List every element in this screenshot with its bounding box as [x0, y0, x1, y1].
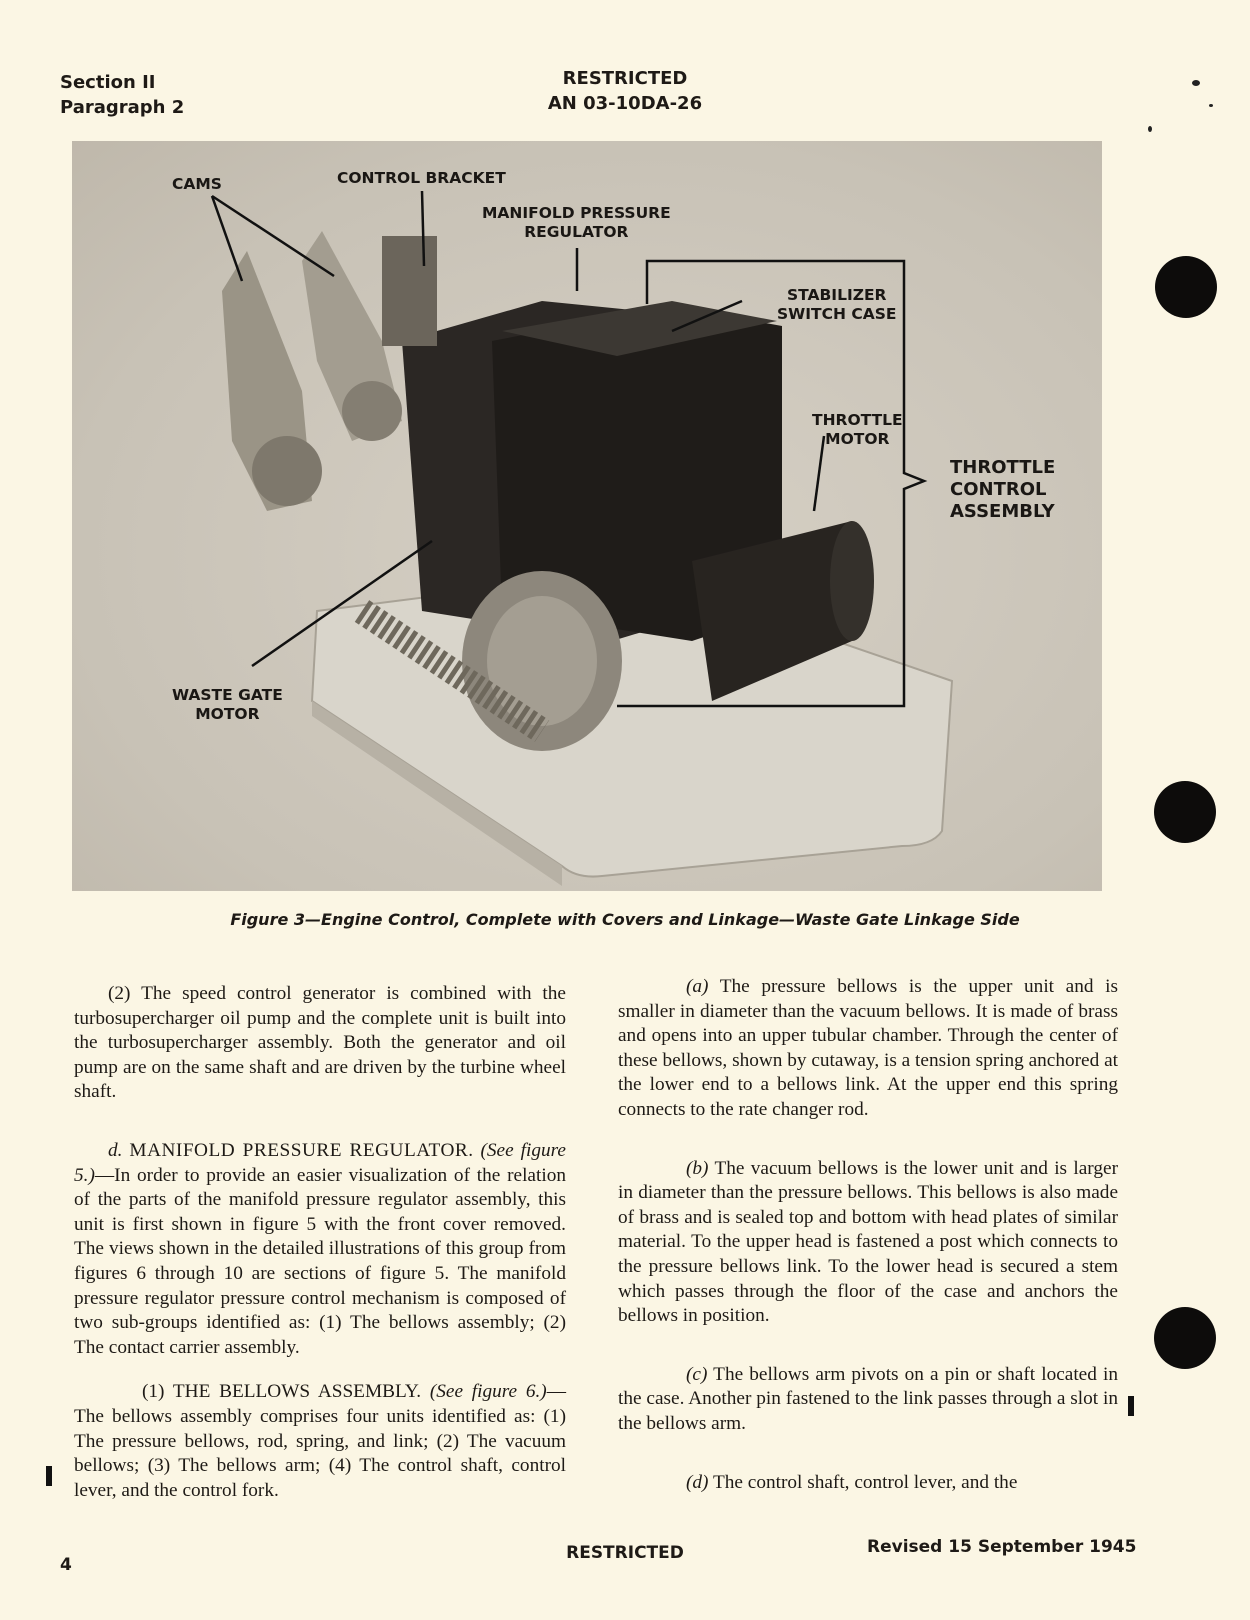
margin-mark — [1209, 104, 1213, 107]
paragraph-bellows-assembly: (1) THE BELLOWS ASSEMBLY. (See figure 6.)—The bellows assembly comprises four units identified as: (1) The pressure bellows, rod, spring, and link; (2) The vacuum bellows; (3) The bellows arm; (4) The control shaft, control lever, and the control fork. — [74, 1381, 566, 1501]
paragraph-b-vacuum-bellows: (b) The vacuum bellows is the lower unit and is larger in diameter than the pressure bellows. This bellows is also made of brass and is sealed top and bottom with head plates of similar material. To the upper head is fastened a post which connects to the pressure bellows link. To the lower head is secured a stem which passes through the floor of the case and anchors the bellows in position. — [618, 1157, 1118, 1327]
label-manifold-pressure-regulator: MANIFOLD PRESSURE REGULATOR — [482, 204, 671, 241]
section-heading: MANIFOLD PRESSURE REGULATOR. — [129, 1139, 474, 1161]
right-column — [618, 975, 1118, 1515]
classification-header: RESTRICTED — [562, 68, 688, 89]
doc-number: AN 03-10DA-26 — [547, 93, 703, 114]
engine-control-illustration — [72, 141, 1102, 891]
binder-hole — [1154, 781, 1216, 843]
label-throttle-motor: THROTTLE MOTOR — [812, 411, 903, 448]
paragraph-manifold-pressure-regulator: d. MANIFOLD PRESSURE REGULATOR. (See figure 5.)—In order to provide an easier visualization of the relation of the parts of the manifold pressure regulator assembly, this unit is first shown in figure 5 with the front cover removed. The views shown in the detailed illustrations of this group from figures 6 through 10 are sections of figure 5. The manifold pressure regulator pressure control mechanism is composed of two sub-groups identified as: (1) The bellows assembly; (2) The contact carrier assembly. — [74, 1139, 566, 1358]
change-bar — [1128, 1396, 1134, 1416]
binder-hole — [1155, 256, 1217, 318]
change-bar — [46, 1466, 52, 1486]
figure-reference: (See figure 5.) — [74, 1139, 566, 1186]
figure-reference: (See figure 6.) — [429, 1381, 547, 1403]
classification-footer: RESTRICTED — [566, 1543, 684, 1563]
paragraph-c-bellows-arm: (c) The bellows arm pivots on a pin or shaft located in the case. Another pin fastened to the link passes through a slot in the bellows arm. — [618, 1363, 1118, 1434]
figure-caption: Figure 3—Engine Control, Complete with Covers and Linkage—Waste Gate Linkage Side — [230, 910, 1020, 929]
margin-mark — [1192, 80, 1200, 86]
figure-photo — [72, 141, 1102, 891]
label-waste-gate-motor: WASTE GATE MOTOR — [172, 686, 283, 723]
binder-hole — [1154, 1307, 1216, 1369]
page-number: 4 — [60, 1555, 72, 1575]
label-control-bracket: CONTROL BRACKET — [337, 169, 506, 187]
paragraph-label: Paragraph 2 — [60, 97, 185, 118]
revision-date: Revised 15 September 1945 — [867, 1537, 1137, 1557]
left-column — [74, 982, 566, 1523]
paragraph-d-control-shaft: (d) The control shaft, control lever, and the — [686, 1471, 1018, 1493]
subsection-heading: (1) THE BELLOWS ASSEMBLY. — [142, 1381, 422, 1403]
paragraph-speed-control-generator: (2) The speed control generator is combined with the turbosupercharger oil pump and the complete unit is built into the turbosupercharger assembly. Both the generator and oil pump are on the same shaft and are driven by the turbine wheel shaft. — [74, 983, 566, 1103]
section-label: Section II — [60, 72, 156, 93]
label-cams: CAMS — [172, 175, 222, 193]
label-throttle-control-assembly: THROTTLE CONTROL ASSEMBLY — [950, 457, 1056, 522]
label-stabilizer-switch-case: STABILIZER SWITCH CASE — [777, 286, 897, 323]
margin-mark — [1148, 126, 1152, 132]
document-header — [0, 66, 1250, 116]
paragraph-a-pressure-bellows: (a) The pressure bellows is the upper unit and is smaller in diameter than the vacuum bellows. It is made of brass and opens into an upper tubular chamber. Through the center of these bellows, shown by cutaway, is a tension spring anchored at the lower end to a bellows link. At the upper end this spring connects to the rate changer rod. — [618, 976, 1118, 1120]
